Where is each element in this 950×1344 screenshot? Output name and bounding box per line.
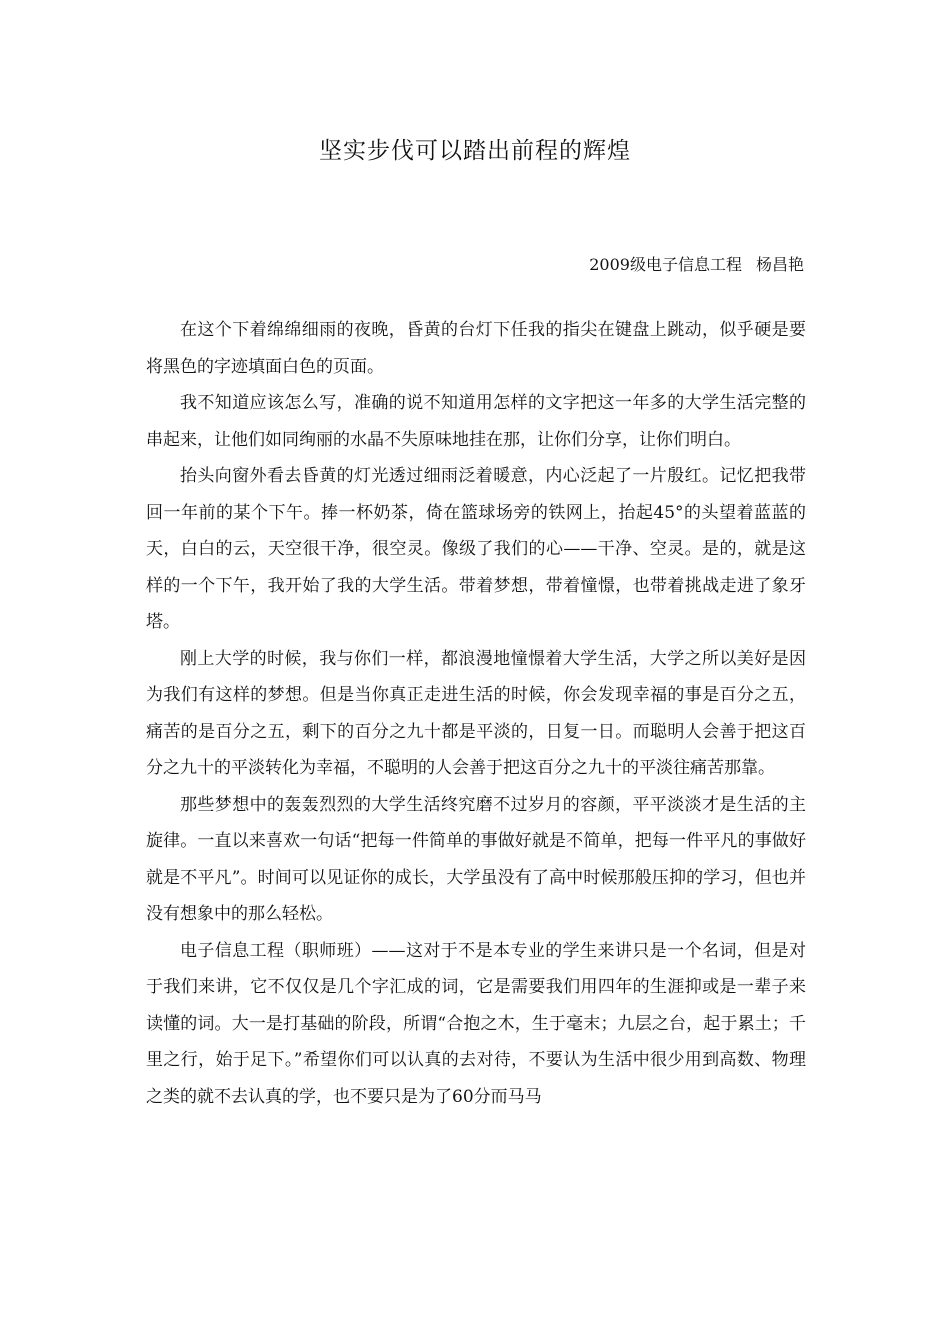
- paragraph: 我不知道应该怎么写，准确的说不知道用怎样的文字把这一年多的大学生活完整的串起来，让他们如同绚丽的水晶不失原味地挂在那，让你们分享，让你们明白。: [146, 393, 806, 450]
- document-title: 坚实步伐可以踏出前程的辉煌: [319, 138, 631, 164]
- byline: [589, 252, 804, 275]
- paragraph: 电子信息工程（职师班）——这对于不是本专业的学生来讲只是一个名词，但是对于我们来讲，它不仅仅是几个字汇成的词，它是需要我们用四年的生涯抑或是一辈子来读懂的词。大一是打基础的阶段，所谓“合抱之木，生于毫末；九层之台，起于累土；千里之行，始于足下。”希望你们可以认真的去对待，不要认为生活中很少用到高数、物理之类的就不去认真的学，也不要只是为了60分而马马: [146, 940, 806, 1107]
- byline-class: 2009级电子信息工程: [589, 255, 742, 274]
- paragraph: 抬头向窗外看去昏黄的灯光透过细雨泛着暖意，内心泛起了一片殷红。记忆把我带回一年前的某个下午。捧一杯奶茶，倚在篮球场旁的铁网上，抬起45°的头望着蓝蓝的天，白白的云，天空很干净，很空灵。像级了我们的心——干净、空灵。是的，就是这样的一个下午，我开始了我的大学生活。带着梦想，带着憧憬，也带着挑战走进了象牙塔。: [146, 466, 806, 632]
- paragraph: 在这个下着绵绵细雨的夜晚，昏黄的台灯下任我的指尖在键盘上跳动，似乎硬是要将黑色的字迹填面白色的页面。: [146, 320, 806, 377]
- byline-author: 杨昌艳: [755, 255, 804, 274]
- paragraph: 刚上大学的时候，我与你们一样，都浪漫地憧憬着大学生活，大学之所以美好是因为我们有这样的梦想。但是当你真正走进生活的时候，你会发现幸福的事是百分之五，痛苦的是百分之五，剩下的百分之九十都是平淡的，日复一日。而聪明人会善于把这百分之九十的平淡转化为幸福，不聪明的人会善于把这百分之九十的平淡往痛苦那靠。: [146, 648, 806, 778]
- paragraph: 那些梦想中的轰轰烈烈的大学生活终究磨不过岁月的容颜，平平淡淡才是生活的主旋律。一直以来喜欢一句话“把每一件简单的事做好就是不简单，把每一件平凡的事做好就是不平凡”。时间可以见证你的成长，大学虽没有了高中时候那般压抑的学习，但也并没有想象中的那么轻松。: [146, 794, 806, 924]
- body-text: [146, 312, 806, 1115]
